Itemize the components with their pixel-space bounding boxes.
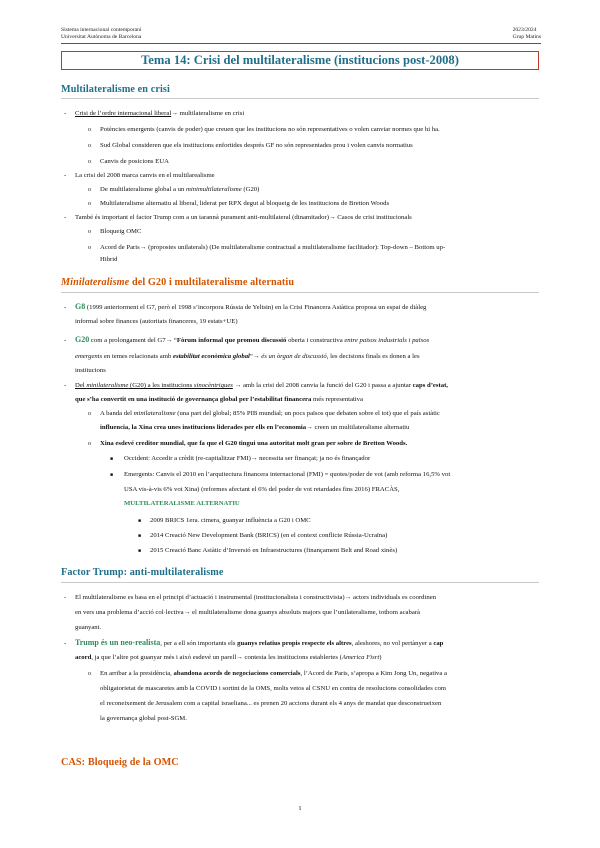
para-minilateralisme-cont: que s’ha convertit en una institució de governança global per l’estabilitat financera més representativa [75,396,363,403]
sub-bullet-sud-global: Sud Global consideren que els institucions enfortides després GF no són representades prou i volen canvis normatius [100,142,413,149]
section-heading-multilateralisme-crisi: Multilateralisme en crisi [61,84,170,95]
item-aiib-2015: 2015 Creació Banc Asiàtic d’Inversió en Infraestructures (finançament Belt and Road xinès) [150,547,398,554]
header-university: Universitat Autònoma de Barcelona [61,34,142,40]
circle-marker: o [88,671,91,677]
item-occident: Occident: Accedir a crèdit (re-capitalitzar FMI)→ necessita ser finançat; ja no és finançador [124,455,371,462]
item-brics-2009: 2009 BRICS 1era. cimera, guanyar influència a G20 i OMC [150,517,311,524]
circle-marker: o [88,127,91,133]
page-number: 1 [298,805,302,812]
circle-marker: o [88,143,91,149]
sub-bullet-potencies: Potències emergents (canvis de poder) que creuen que les institucions no són representatives o volen canviar normes que hi ha. [100,126,440,133]
square-marker: ■ [138,534,142,539]
dash-marker: - [64,172,67,179]
header-year: 2023/2024 [512,27,537,33]
section-divider [61,292,539,293]
para-multilateralisme-cont2: guanyant. [75,624,102,631]
header-right [513,27,541,41]
dash-marker: - [64,337,67,344]
dash-marker: - [64,594,67,601]
item-ndb-2014: 2014 Creació New Development Bank (BRICS) (en el context conflicte Rússia-Ucraïna) [150,532,388,539]
sub-bullet-presidencia-cont: obligatorietat de mascaretes amb la COVID i sortint de la OMS, molts vetos al CSNU en contra de resolucions consolidades com [100,685,447,692]
circle-marker: o [88,245,91,251]
dash-marker: - [64,110,67,117]
item-emergents-cont: USA vis-à-vis 6% vot Xina) (reformes afectant el 6% del poder de vot retardades fins 2016) FRACÀS, [124,486,400,493]
para-multilateralisme-principi: El multilateralisme es basa en el principi d’actuació i instrumental (institucionalista i constructivista)→ actors individuals es coordinen [75,594,437,601]
square-marker: ■ [138,519,142,524]
square-marker: ■ [110,457,114,462]
section-heading-factor-trump: Factor Trump: anti-multilateralisme [61,567,224,578]
para-g20-cont: emergents en temes relacionats amb estabilitat econòmica global”→ és un òrgan de discussió, les decisions finals es donen a les [75,353,420,360]
circle-marker: o [88,201,91,207]
para-g8: G8 (1999 anteriorment el G7, però el 1998 s’incorpora Rússia de Yeltsin) en la Crisi Financera Asiàtica proposa un espai de diàleg [75,302,427,311]
sub-bullet-canvis-eua: Canvis de posicions EUA [100,158,169,165]
header-group: Grup Matins [512,34,541,40]
para-trump-neorealista: Trump és un neo-realista, per a ell són importants els guanys relatius propis respecte els altres, aleshores, no vol pertànyer a cap [75,638,444,647]
sub-bullet-presidencia: En arribar a la presidència, abandona acords de negociacions comercials, l’Acord de Paris, s’apropa a Kim Jong Un, negativa a [100,670,448,677]
sub-bullet-xina-creditor: Xina esdevé creditor mundial, que fa que el G20 tingui una autoritat molt gran per sobre de Bretton Woods. [100,440,408,447]
sub-bullet-presidencia-cont3: la governança global post-SGM. [100,715,187,722]
para-trump-cont: acord, ja que l’altre pot guanyar més i això esdevé un parell→ contesta les institucions establertes (America Fisrt) [75,654,382,661]
dash-marker: - [64,640,67,647]
circle-marker: o [88,411,91,417]
circle-marker: o [88,187,91,193]
section-heading-cas-omc: CAS: Bloqueig de la OMC [61,757,179,768]
sub-bullet-banda-cont: influencia, la Xina crea unes institucions liderades per ells en l’economia→ creen un multilateralisme alternatiu [100,424,410,431]
sub-bullet-acord-paris: Acord de Paris→ (propostes unilaterals) (De multilateralisme contractual a multilateralisme facilitador): Top-down – Bottom up- [100,244,446,251]
section-heading-minilateralisme: Minilateralisme del G20 i multilateralisme alternatiu [61,277,295,288]
sub-bullet-minimultilateralisme: De multilateralisme global a un minimultilateralisme (G20) [100,186,260,193]
section-divider [61,582,539,583]
square-marker: ■ [138,549,142,554]
circle-marker: o [88,441,91,447]
para-multilateralisme-cont: en vers una problema d’acció col·lectiva→ el multilateralisme dona guanys absoluts majors que l’unilateralisme, tothom acabarà [75,609,421,616]
header-left [61,27,141,41]
header-course: Sistema internacional contemporani [61,27,142,33]
para-minilateralisme-sinocentriques: Del minilateralisme (G20) a les institucions sinocèntriques → amb la crisi del 2008 canvia la funció del G20 i passa a ajuntar caps d’estat, [75,382,448,389]
circle-marker: o [88,229,91,235]
para-g20-cont2: institucions [75,367,106,374]
section-divider [61,98,539,99]
bullet-crisi-2008: La crisi del 2008 marca canvis en el multilarealisme [75,172,215,179]
sub-bullet-presidencia-cont2: el reconeixement de Jerusalem com a capital israeliana... es prenen 20 accions durant els 4 anys de mandat que desconstrueixen [100,700,442,707]
header-divider [61,43,541,44]
dash-marker: - [64,214,67,221]
sub-bullet-bloqueig-omc: Bloqueig OMC [100,228,142,235]
dash-marker: - [64,304,67,311]
square-marker: ■ [110,473,114,478]
page-title: Tema 14: Crisi del multilateralisme (institucions post-2008) [61,51,539,70]
bullet-crisi-ordre: Crisi de l’ordre internacional liberal→ multilateralisme en crisi [75,110,245,117]
bullet-factor-trump: També és important el factor Trump com a un tarannà purament anti-multilateral (dinamitador)→ Casos de crisi institucionals [75,214,412,221]
item-emergents-highlight: MULTILATERALISME ALTERNATIU [124,500,240,507]
sub-bullet-multilateralisme-alternatiu: Multilateralisme alternatiu al liberal, liderat per RPX degut al bloqueig de les institucions de Bretton Woods [100,200,390,207]
circle-marker: o [88,159,91,165]
item-emergents: Emergents: Canvis el 2010 en l’arquitectura financera internacional (FMI) = quotes/poder de vot (amb reforma 16,5% vot [124,471,451,478]
sub-bullet-banda-minilateralisme: A banda del minilateralisme (una part del global; 85% PIB mundial; un pocs països que debaten sobre el tot) que el país asiàtic [100,410,440,417]
sub-bullet-acord-paris-cont: Hibrid [100,256,118,263]
dash-marker: - [64,382,67,389]
para-g20: G20 com a prolongament del G7→ “Fòrum informal que promou discussió oberta i constructiva entre països industrials i països [75,335,430,344]
para-g8-cont: informal sobre finances (autoritats financeres, 19 estats+UE) [75,318,238,325]
